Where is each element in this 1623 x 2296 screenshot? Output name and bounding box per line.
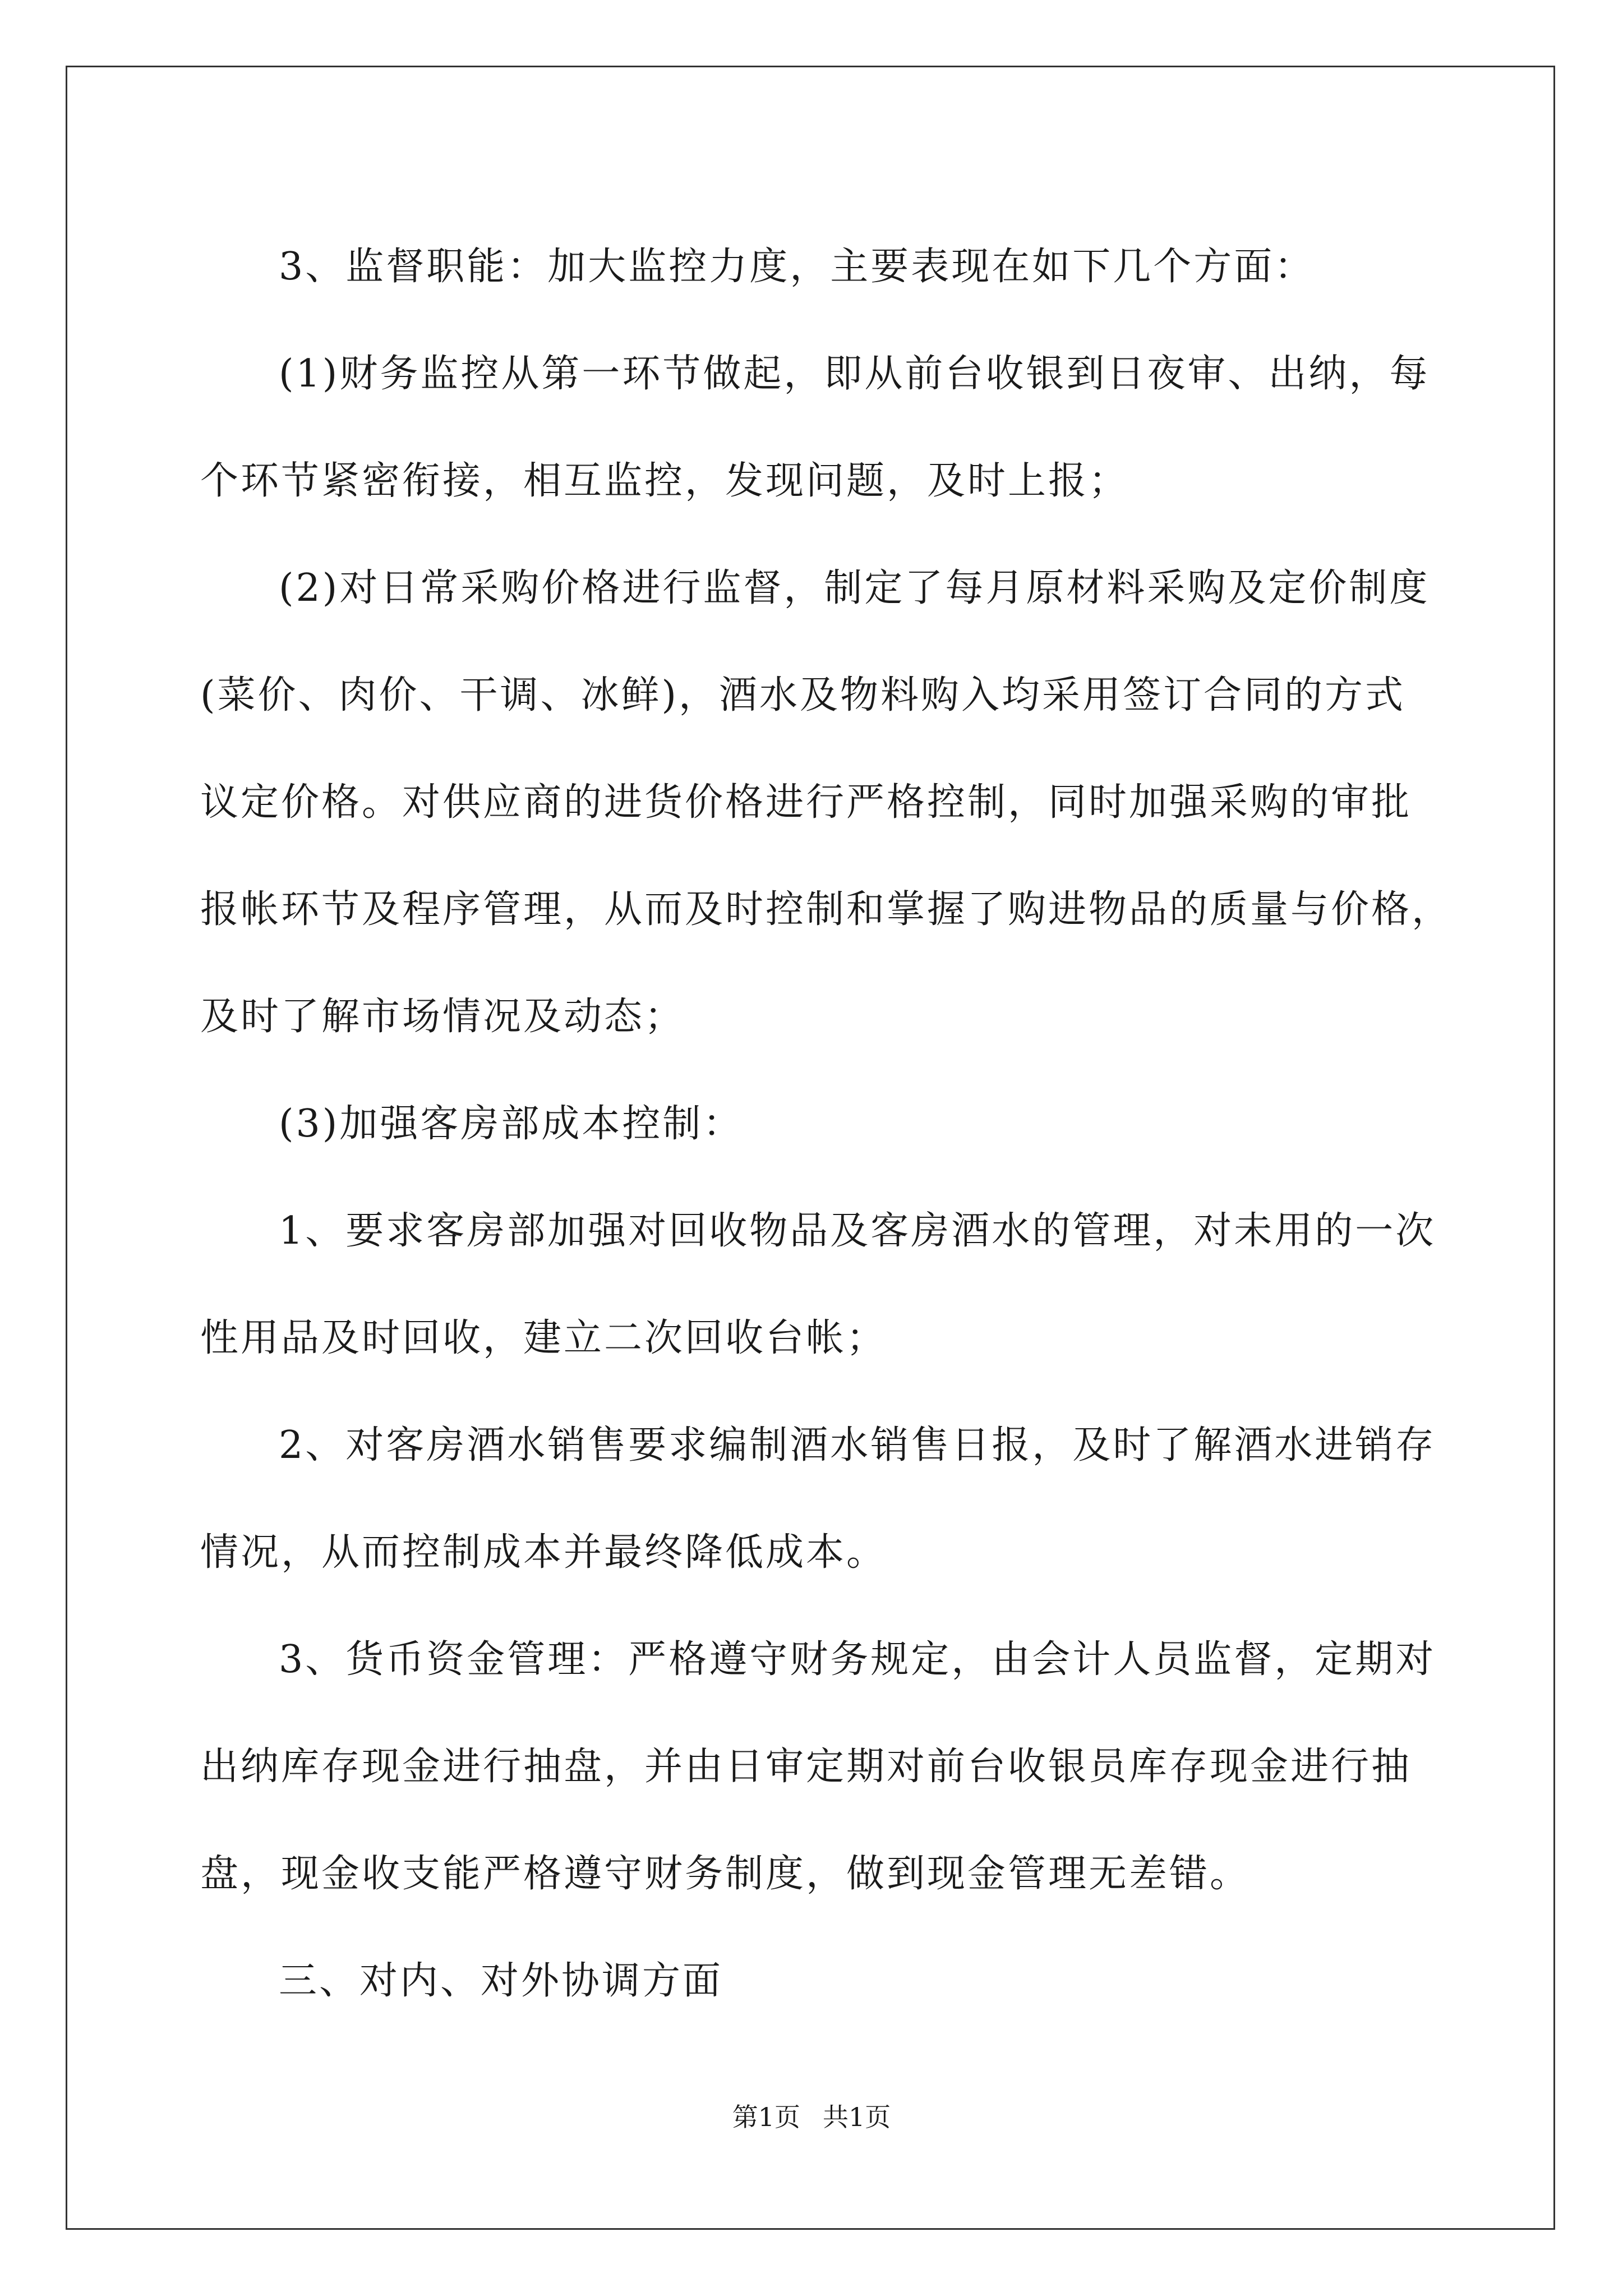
page-number-current: 第1页 (732, 2102, 800, 2132)
text-line: (2)对日常采购价格进行监督，制定了每月原材料采购及定价制度 (279, 566, 1430, 610)
text-line: 及时了解市场情况及动态； (200, 995, 685, 1039)
paragraph-beverage-sales (200, 1392, 1436, 1606)
paragraph-financial-monitoring (200, 320, 1430, 535)
text-line: 报帐环节及程序管理，从而及时控制和掌握了购进物品的质量与价格， (200, 887, 1453, 932)
text-line: 3、货币资金管理：严格遵守财务规定，由会计人员监督，定期对 (279, 1637, 1436, 1682)
text-line: 个环节紧密衔接，相互监控，发现问题，及时上报； (200, 459, 1129, 503)
paragraph-item-recovery (200, 1177, 1436, 1392)
paragraph-supervision-heading (200, 213, 1423, 320)
page-footer (0, 2100, 1623, 2134)
text-line: (菜价、肉价、干调、冰鲜)，酒水及物料购入均采用签订合同的方式 (200, 673, 1406, 717)
text-line: 情况，从而控制成本并最终降低成本。 (200, 1530, 887, 1575)
text-line: 三、对内、对外协调方面 (279, 1959, 723, 2003)
text-line: (1)财务监控从第一环节做起，即从前台收银到日夜审、出纳，每 (279, 352, 1430, 396)
document-body (200, 213, 1453, 2035)
text-line: 1、要求客房部加强对回收物品及客房酒水的管理，对未用的一次 (279, 1209, 1436, 1253)
paragraph-purchase-price (200, 535, 1453, 1070)
text-line: 盘，现金收支能严格遵守财务制度，做到现金管理无差错。 (200, 1852, 1251, 1896)
text-line: 性用品及时回收，建立二次回收台帐； (200, 1316, 887, 1360)
page-number-total: 共1页 (823, 2102, 891, 2132)
text-line: 3、监督职能：加大监控力度，主要表现在如下几个方面： (279, 245, 1315, 289)
text-line: 出纳库存现金进行抽盘，并由日审定期对前台收银员库存现金进行抽 (200, 1745, 1412, 1789)
text-line: 2、对客房酒水销售要求编制酒水销售日报，及时了解酒水进销存 (279, 1423, 1436, 1467)
paragraph-section-three-heading (200, 1927, 1423, 2035)
paragraph-cash-management (200, 1606, 1436, 1927)
paragraph-housekeeping-cost (200, 1070, 1423, 1177)
text-line: (3)加强客房部成本控制： (279, 1102, 744, 1146)
text-line: 议定价格。对供应商的进货价格进行严格控制，同时加强采购的审批 (200, 780, 1412, 825)
